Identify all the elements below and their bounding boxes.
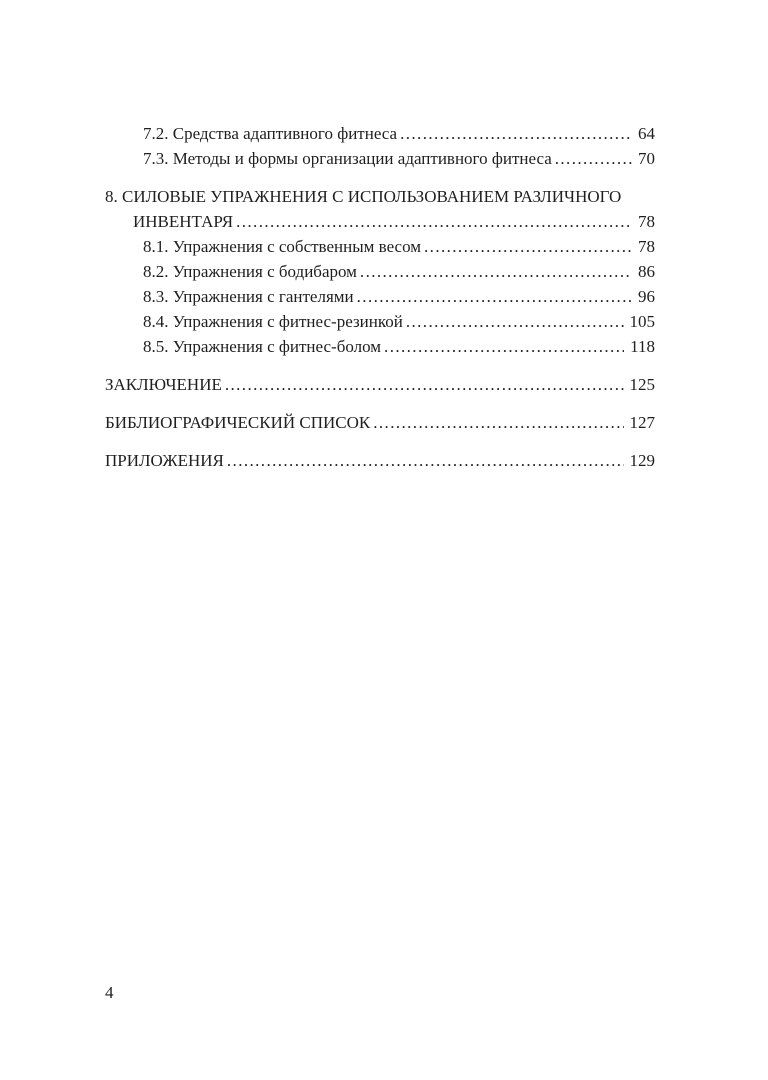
toc-entry xyxy=(105,209,655,234)
toc-entry-label: ЗАКЛЮЧЕНИЕ xyxy=(105,375,222,394)
toc-entry-label: ПРИЛОЖЕНИЯ xyxy=(105,451,224,470)
toc-page-number: 64 xyxy=(638,124,655,143)
toc-entry-label: ИНВЕНТАРЯ xyxy=(133,212,234,231)
toc-entry xyxy=(105,284,655,309)
toc-leader-dots xyxy=(384,334,624,359)
page-number: 4 xyxy=(105,983,114,1002)
toc-leader-dots xyxy=(236,209,632,234)
toc-page-number: 125 xyxy=(629,375,655,394)
toc-page-number: 96 xyxy=(638,287,655,306)
toc-entry xyxy=(105,410,655,435)
toc-list xyxy=(105,121,655,473)
toc-leader-dots xyxy=(227,448,624,473)
toc-entry xyxy=(105,121,655,146)
toc-leader-dots xyxy=(406,309,624,334)
toc-entry-label: 8.3. Упражнения с гантелями xyxy=(143,287,354,306)
toc-page-number: 70 xyxy=(638,149,655,168)
toc-leader-dots xyxy=(400,121,632,146)
toc-page-number: 86 xyxy=(638,262,655,281)
toc-entry xyxy=(105,234,655,259)
toc-entry-label: БИБЛИОГРАФИЧЕСКИЙ СПИСОК xyxy=(105,413,371,432)
toc-leader-dots xyxy=(225,372,624,397)
toc-entry-label: 8.2. Упражнения с бодибаром xyxy=(143,262,357,281)
toc-page-number: 105 xyxy=(629,312,655,331)
toc-entry-label: 7.3. Методы и формы организации адаптивного фитнеса xyxy=(143,149,552,168)
toc-entry xyxy=(105,184,655,209)
toc-leader-dots xyxy=(424,234,632,259)
toc-leader-dots xyxy=(360,259,632,284)
toc-leader-dots xyxy=(357,284,632,309)
toc-page-number: 118 xyxy=(630,337,655,356)
toc-entry xyxy=(105,146,655,171)
toc-page-number: 78 xyxy=(638,212,655,231)
toc-entry xyxy=(105,259,655,284)
toc-leader-dots xyxy=(555,146,632,171)
toc-entry-label: 8.5. Упражнения с фитнес-болом xyxy=(143,337,382,356)
toc-entry-label: 7.2. Средства адаптивного фитнеса xyxy=(143,124,398,143)
toc-page-number: 129 xyxy=(629,451,655,470)
toc-entry-label: 8.1. Упражнения с собственным весом xyxy=(143,237,422,256)
toc-entry-label: 8.4. Упражнения с фитнес-резинкой xyxy=(143,312,403,331)
toc-entry xyxy=(105,372,655,397)
toc-page-number: 127 xyxy=(629,413,655,432)
toc-entry xyxy=(105,334,655,359)
toc-page-number: 78 xyxy=(638,237,655,256)
toc-leader-dots xyxy=(373,410,623,435)
toc-entry xyxy=(105,448,655,473)
toc-entry-label: 8. СИЛОВЫЕ УПРАЖНЕНИЯ С ИСПОЛЬЗОВАНИЕМ РАЗЛИЧНОГО xyxy=(105,187,622,206)
toc-entry xyxy=(105,309,655,334)
